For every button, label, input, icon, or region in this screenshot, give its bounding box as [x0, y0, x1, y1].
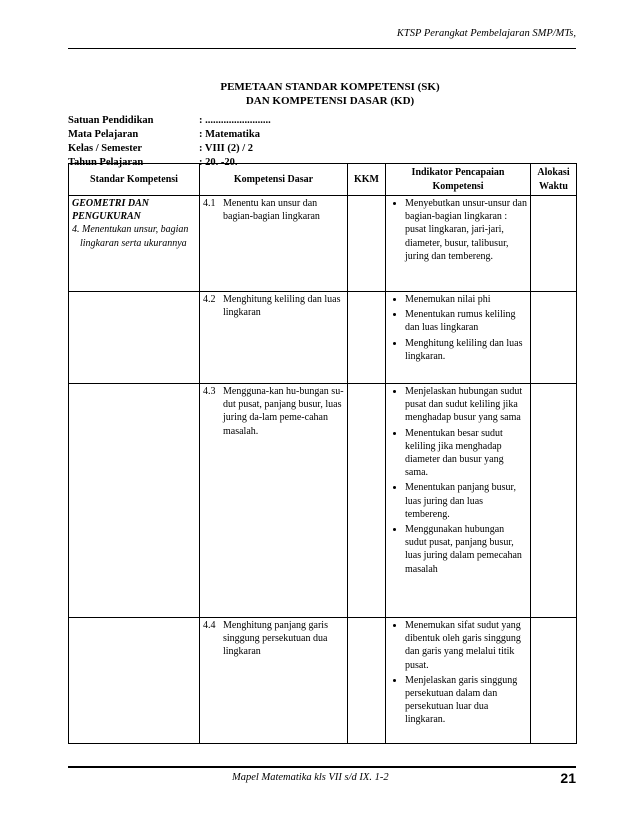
alokasi-cell	[531, 384, 577, 618]
list-item: • Menemukan sifat sudut yang dibentuk oleh garis singgung dan garis yang melalui titik pusat.	[405, 619, 527, 672]
sk-cell	[69, 196, 200, 292]
list-item: • Menghitung keliling dan luas lingkaran.	[405, 337, 527, 363]
list-item: • Menjelaskan garis singgung persekutuan dalam dan persekutuan luar dua lingkaran.	[405, 674, 527, 727]
meta-value: : VIII (2) / 2	[199, 143, 254, 154]
kkm-cell	[348, 292, 386, 384]
list-item: • Menentukan panjang busur, luas juring dan luas tembereng.	[405, 481, 527, 521]
indikator-cell	[386, 618, 531, 744]
doc-title-line2: DAN KOMPETENSI DASAR (KD)	[245, 95, 415, 107]
sk-title: GEOMETRI DAN PENGUKURAN	[72, 198, 149, 223]
list-item: • Menggunakan hubungan sudut pusat, panjang busur, luas juring dalam pemecahan masalah	[405, 523, 527, 576]
kd-number: 4.3	[203, 386, 216, 397]
kd-text: Menghitung keliling dan luas lingkaran	[223, 294, 341, 319]
indikator-cell	[386, 384, 531, 618]
sk-cell	[69, 292, 200, 384]
header-kkm: KKM	[348, 164, 386, 196]
table-row	[69, 384, 577, 618]
kkm-cell	[348, 196, 386, 292]
meta-value: : Matematika	[199, 129, 260, 140]
header-text: KTSP Perangkat Pembelajaran SMP/MTs,	[396, 28, 576, 39]
kd-number: 4.1	[203, 198, 216, 209]
header-alokasi-line2: Waktu	[539, 180, 568, 192]
alokasi-cell	[531, 292, 577, 384]
meta-label: Satuan Pendidikan	[68, 115, 154, 126]
table-row	[69, 292, 577, 384]
kd-number: 4.4	[203, 620, 216, 631]
indikator-cell	[386, 196, 531, 292]
kd-text: Menentu kan unsur dan bagian-bagian lingkaran	[223, 198, 320, 223]
meta-row	[68, 114, 271, 128]
table-row	[69, 196, 577, 292]
meta-value: : .........................	[199, 115, 271, 126]
list-item: • Menentukan rumus keliling dan luas lingkaran	[405, 308, 527, 334]
kd-number: 4.2	[203, 294, 216, 305]
doc-title-line1: PEMETAAN STANDAR KOMPETENSI (SK)	[220, 81, 440, 93]
header-sk: Standar Kompetensi	[69, 164, 200, 196]
kd-cell	[200, 384, 348, 618]
alokasi-cell	[531, 196, 577, 292]
kd-cell	[200, 618, 348, 744]
sk-cell	[69, 384, 200, 618]
kd-text: Menghitung panjang garis singgung persekutuan dua lingkaran	[223, 620, 328, 658]
sk-cell	[69, 618, 200, 744]
meta-label: Tahun Pelajaran	[68, 157, 144, 168]
table-header-row	[69, 164, 577, 196]
header-indikator-line1: Indikator Pencapaian	[411, 167, 505, 179]
alokasi-cell	[531, 618, 577, 744]
footer-text: Mapel Matematika kls VII s/d IX. 1-2	[232, 772, 389, 783]
list-item: • Menemukan nilai phi	[405, 293, 527, 306]
sk-subtitle: 4. Menentukan unsur, bagian lingkaran serta ukurannya	[72, 224, 189, 249]
table-row	[69, 618, 577, 744]
meta-label: Kelas / Semester	[68, 143, 143, 154]
running-header	[68, 26, 576, 49]
list-item: • Menyebutkan unsur-unsur dan bagian-bagian lingkaran : pusat lingkaran, jari-jari, diameter, busur, talibusur, juring dan tembereng.	[405, 197, 527, 263]
kd-cell	[200, 196, 348, 292]
kkm-cell	[348, 618, 386, 744]
meta-row	[68, 142, 271, 156]
header-alokasi-line1: Alokasi	[537, 167, 570, 179]
header-indikator	[386, 164, 531, 196]
competency-table	[68, 163, 577, 744]
footer-divider	[68, 766, 576, 768]
meta-row	[68, 128, 271, 142]
indikator-cell	[386, 292, 531, 384]
meta-value: : 20. -20.	[199, 157, 238, 168]
kd-text: Mengguna-kan hu-bungan su-dut pusat, panjang busur, luas juring da-lam peme-cahan masalah.	[223, 386, 344, 437]
list-item: • Menjelaskan hubungan sudut pusat dan sudut keliling jika menghadap busur yang sama	[405, 385, 527, 425]
page-number: 21	[560, 770, 576, 786]
header-alokasi	[531, 164, 577, 196]
kkm-cell	[348, 384, 386, 618]
meta-block	[68, 114, 271, 170]
kd-cell	[200, 292, 348, 384]
list-item: • Menentukan besar sudut keliling jika menghadap diameter dan busur yang sama.	[405, 427, 527, 480]
header-kd: Kompetensi Dasar	[200, 164, 348, 196]
header-indikator-line2: Kompetensi	[432, 180, 484, 192]
meta-label: Mata Pelajaran	[68, 129, 139, 140]
